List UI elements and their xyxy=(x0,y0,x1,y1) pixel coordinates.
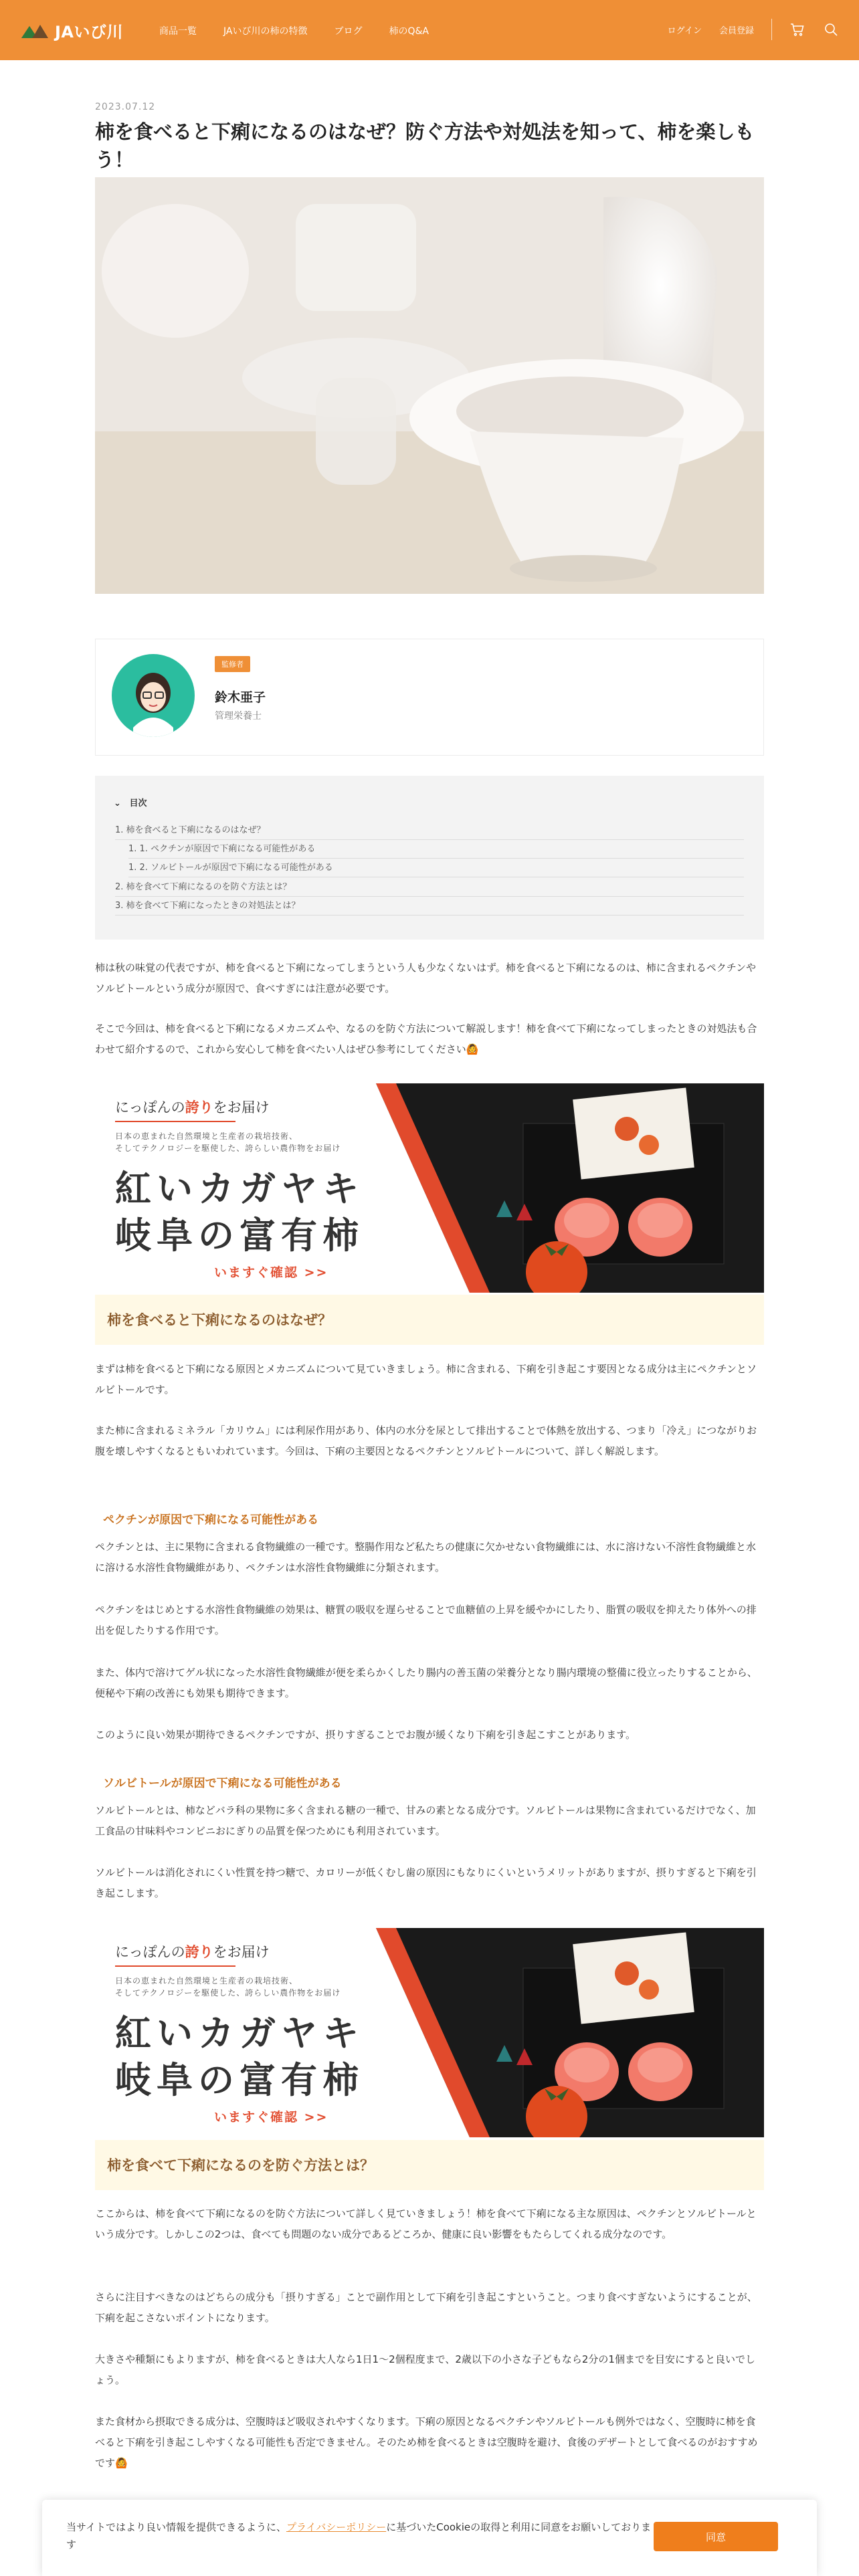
header-divider xyxy=(771,19,772,40)
body-paragraph: ここからは、柿を食べて下痢になるのを防ぐ方法について詳しく見ていきましょう！柿を食べて下痢になる主な原因は、ペクチンとソルビトールという成分です。しかしこの2つは、食べても問題のない成分であるどころか、健康に良い影響をもたらしてくれる成分なのです。 xyxy=(95,2208,757,2240)
body-paragraph: さらに注目すべきなのはどちらの成分も「摂りすぎる」ことで副作用として下痢を引き起こすということ。つまり食べすぎないようにすることが、下痢を起こさないポイントになります。 xyxy=(95,2291,757,2324)
body-paragraph: ペクチンとは、主に果物に含まれる食物繊維の一種です。整腸作用など私たちの健康に欠かせない食物繊維には、水に溶けない不溶性食物繊維と水に溶ける水溶性食物繊維があり、ペクチンは水溶性食物繊維に分類されます。 xyxy=(95,1541,757,1574)
toc-toggle[interactable] xyxy=(114,796,147,809)
banner-tagline xyxy=(115,1097,270,1117)
banner-headline: 紅いカガヤキ xyxy=(115,2012,364,2054)
author-name: 鈴木亜子 xyxy=(215,690,266,705)
post-title: 柿を食べると下痢になるのはなぜ？防ぐ方法や対処法を知って、柿を楽しもう！ xyxy=(95,120,755,172)
body-paragraph: また食材から摂取できる成分は、空腹時ほど吸収されやすくなります。下痢の原因となるペクチンやソルビトールも例外ではなく、空腹時に柿を食べると下痢を引き起こしやすくなる可能性も否定できません。そのため柿を食べるときは空腹時を避け、食後のデザートとして食べるのがおすすめです🙆 xyxy=(95,2416,758,2469)
banner-tag-prefix: にっぽんの xyxy=(115,1099,185,1115)
chevron-down-icon: ⌄ xyxy=(114,798,121,809)
supervisor-badge: 監修者 xyxy=(215,656,250,672)
banner-tag-prefix: にっぽんの xyxy=(115,1944,185,1960)
product-banner[interactable] xyxy=(95,1083,764,1293)
banner-tag-emph: 誇り xyxy=(185,1944,213,1960)
author-role: 管理栄養士 xyxy=(215,711,262,722)
privacy-policy-link[interactable]: プライバシーポリシー xyxy=(286,2521,387,2533)
banner-subtext: そしてテクノロジーを駆使した、誇らしい農作物をお届け xyxy=(115,1144,341,1153)
intro-paragraph: 柿は秋の味覚の代表ですが、柿を食べると下痢になってしまうという人も少なくないはず。柿を食べると下痢になるのは、柿に含まれるペクチンやソルビトールという成分が原因で、食べすぎには注意が必要です。 xyxy=(95,962,757,994)
body-paragraph: ソルビトールは消化されにくい性質を持つ糖で、カロリーが低くむし歯の原因にもなりにくいというメリットがありますが、摂りすぎると下痢を引き起こします。 xyxy=(95,1866,757,1899)
toc-item[interactable]: 1. 柿を食べると下痢になるのはなぜ？ xyxy=(115,823,744,840)
banner-tag-emph: 誇り xyxy=(185,1099,213,1115)
avatar-illustration xyxy=(112,654,195,737)
banner-headline: 岐阜の富有柿 xyxy=(115,1214,364,1257)
author-card xyxy=(95,639,764,756)
toc-item[interactable]: 3. 柿を食べて下痢になったときの対処法とは？ xyxy=(115,898,744,916)
toc-item[interactable]: 1. 2. ソルビトールが原因で下痢になる可能性がある xyxy=(128,860,744,877)
cookie-text-before: 当サイトではより良い情報を提供できるように、 xyxy=(66,2521,286,2533)
hero-illustration xyxy=(95,177,764,594)
body-paragraph: また、体内で溶けてゲル状になった水溶性食物繊維が便を柔らかくしたり腸内の善玉菌の栄養分となり腸内環境の整備に役立ったりすることから、便秘や下痢の改善にも効果も期待できます。 xyxy=(95,1667,757,1699)
subsection-heading: ソルビトールが原因で下痢になる可能性がある xyxy=(103,1777,342,1790)
nav-products[interactable]: 商品一覧 xyxy=(159,26,197,37)
author-avatar xyxy=(112,654,195,737)
intro-paragraph: そこで今回は、柿を食べると下痢になるメカニズムや、なるのを防ぐ方法について解説します！柿を食べて下痢になってしまったときの対処法も合わせて紹介するので、これから安心して柿を食べたい人はぜひ参考にしてください🙆 xyxy=(95,1023,757,1055)
logo-text: JAいび川 xyxy=(55,23,124,41)
banner-subtext: 日本の恵まれた自然環境と生産者の栽培技術、 xyxy=(115,1132,298,1141)
logo-mountain-icon xyxy=(20,21,50,41)
login-link[interactable]: ログイン xyxy=(667,25,702,36)
body-paragraph: まずは柿を食べると下痢になる原因とメカニズムについて見ていきましょう。柿に含まれる、下痢を引き起こす要因となる成分は主にペクチンとソルビトールです。 xyxy=(95,1363,757,1396)
banner-underline xyxy=(115,1965,235,1967)
body-paragraph: また柿に含まれるミネラル「カリウム」には利尿作用があり、体内の水分を尿として排出することで体熱を放出する、つまり「冷え」につながりお腹を壊しやすくなるともいわれています。今回は、下痢の主要因となるペクチンとソルビトールについて、詳しく解説します。 xyxy=(95,1424,757,1457)
site-header xyxy=(0,0,859,60)
body-paragraph: ペクチンをはじめとする水溶性食物繊維の効果は、糖質の吸収を遅らせることで血糖値の上昇を緩やかにしたり、脂質の吸収を抑えたり体外への排出を促したりする作用です。 xyxy=(95,1604,757,1636)
banner-headline: 紅いカガヤキ xyxy=(115,1168,364,1210)
section-heading xyxy=(95,2140,764,2190)
banner-subtext: 日本の恵まれた自然環境と生産者の栽培技術、 xyxy=(115,1976,298,1985)
product-banner[interactable] xyxy=(95,1928,764,2137)
cart-icon[interactable] xyxy=(789,21,805,37)
section-heading xyxy=(95,1295,764,1345)
toc-item[interactable]: 1. 1. ペクチンが原因で下痢になる可能性がある xyxy=(128,841,744,859)
table-of-contents xyxy=(95,776,764,940)
nav-qa[interactable]: 柿のQ&A xyxy=(389,26,429,37)
toc-item[interactable]: 2. 柿を食べて下痢になるのを防ぐ方法とは？ xyxy=(115,879,744,897)
subsection-heading: ペクチンが原因で下痢になる可能性がある xyxy=(103,1513,319,1527)
banner-headline: 岐阜の富有柿 xyxy=(115,2059,364,2101)
nav-blog[interactable]: ブログ xyxy=(334,26,363,37)
main-nav xyxy=(159,24,429,37)
search-icon[interactable] xyxy=(823,21,839,37)
banner-underline xyxy=(115,1121,235,1122)
header-actions xyxy=(668,19,839,40)
body-paragraph: このように良い効果が期待できるペクチンですが、摂りすぎることでお腹が緩くなり下痢を引き起こすことがあります。 xyxy=(95,1729,636,1741)
banner-tag-suffix: をお届け xyxy=(213,1099,270,1115)
cookie-message xyxy=(66,2518,655,2554)
section-heading-text: 柿を食べると下痢になるのはなぜ？ xyxy=(107,1312,332,1328)
banner-subtext: そしてテクノロジーを駆使した、誇らしい農作物をお届け xyxy=(115,1988,341,1998)
banner-tag-suffix: をお届け xyxy=(213,1944,270,1960)
section-heading-text: 柿を食べて下痢になるのを防ぐ方法とは？ xyxy=(107,2157,374,2173)
banner-cta[interactable]: いますぐ確認 >> xyxy=(214,2110,328,2125)
body-paragraph: ソルビトールとは、柿などバラ科の果物に多く含まれる糖の一種で、甘みの素となる成分です。ソルビトールは果物に含まれているだけでなく、加工食品の甘味料やコンビニおにぎりの品質を保つためにも利用されています。 xyxy=(95,1804,756,1837)
nav-features[interactable]: JAいび川の柿の特徴 xyxy=(223,26,308,37)
post-date: 2023.07.12 xyxy=(95,102,156,112)
site-logo[interactable] xyxy=(20,19,123,42)
body-paragraph: 大きさや種類にもよりますが、柿を食べるときは大人なら1日1〜2個程度まで、2歳以下の小さな子どもなら2分の1個までを目安にすると良いでしょう。 xyxy=(95,2353,755,2386)
cookie-text-after: に基づいたCookieの取得と利用に同意をお願いしております xyxy=(66,2521,652,2551)
hero-image-toilets xyxy=(95,177,764,594)
register-link[interactable]: 会員登録 xyxy=(719,25,754,36)
toc-heading: 目次 xyxy=(129,798,147,809)
banner-tagline xyxy=(115,1941,270,1961)
cookie-agree-button[interactable]: 同意 xyxy=(654,2522,778,2551)
banner-cta[interactable]: いますぐ確認 >> xyxy=(214,1265,328,1280)
cookie-consent-bar xyxy=(42,2500,817,2576)
